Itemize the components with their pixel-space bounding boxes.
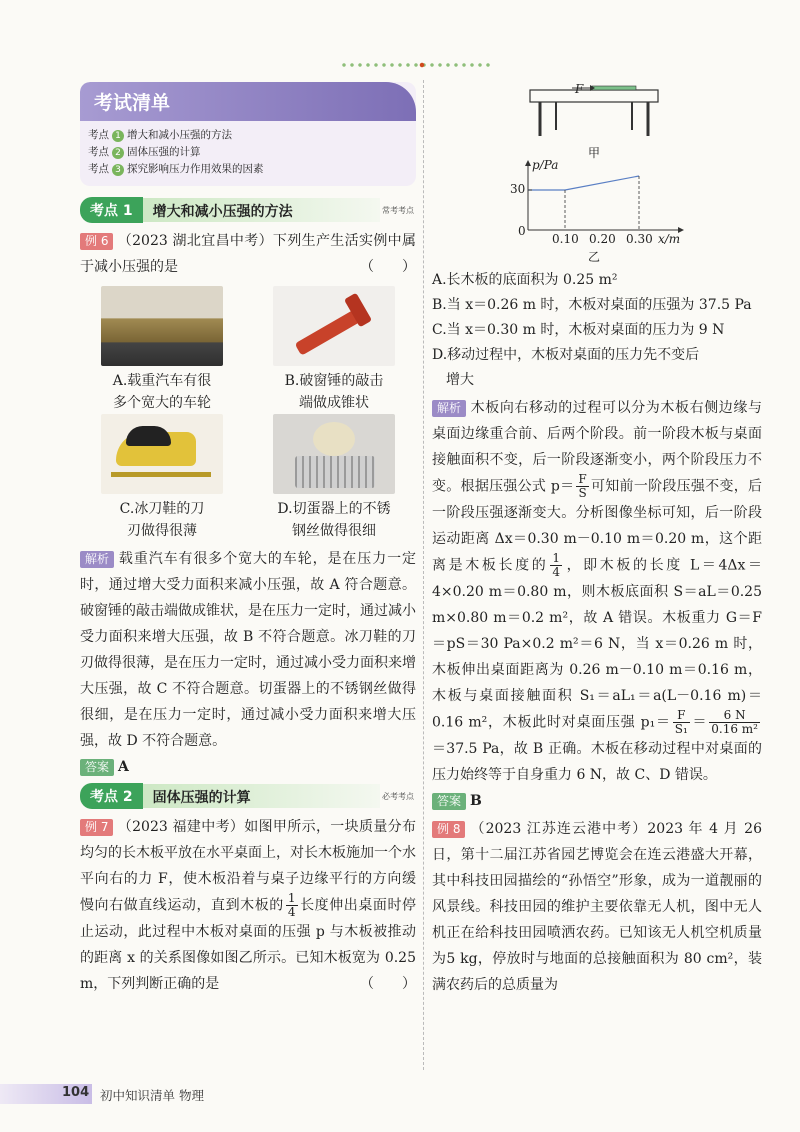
graph-x-label: x/m (658, 232, 681, 246)
figure-b-label: 乙 (588, 250, 601, 264)
left-column (80, 82, 416, 997)
graph-y-label: p/Pa (532, 158, 559, 172)
number-badge: 2 (112, 147, 124, 159)
kp1-note: 常考考点 (382, 205, 414, 215)
fraction-6n-over-area: $\frac{6 N}{\text{0.16 m²}}$ (711, 708, 758, 736)
option-a: A.载重汽车有很 多个宽大的车轮 (80, 286, 244, 414)
table-drawing (530, 85, 658, 136)
question-8: 例 8 （2023 江苏连云港中考）2023 年 4 月 26 日，第十二届江苏省园艺博览会在连云港盛大开幕，其中科技田园描绘的“孙悟空”形象，成为一道靓丽的风景线。科技田园的维护主要依靠无人机，图中无人机正在给科技田园喷洒农药。已知该无人机空机质量为5 kg，停放时与地面的总接触面积为 80 cm²，装满农药后的总质量为 (432, 821, 762, 993)
page-number: 104 (62, 1085, 90, 1100)
number-badge: 1 (112, 130, 124, 142)
q7-option-d: D.移动过程中，木板对桌面的压力先不变后 (432, 347, 700, 363)
option-images (80, 286, 416, 542)
egg-slicer-image (273, 414, 395, 494)
fraction-f-over-s: $\frac{F}{S}$ (578, 472, 587, 500)
q7-answer: 答案 B (432, 790, 762, 812)
exam-item: 考点 2 固体压强的计算 (88, 146, 201, 158)
kp2-tag: 考点 2 (80, 783, 143, 809)
q7-option-d-cont: 增大 (446, 372, 474, 388)
example-tag: 例 8 (432, 821, 465, 838)
graph-y-tick: 30 (510, 182, 526, 196)
kp1-title: 增大和减小压强的方法 (143, 198, 380, 222)
figure-a-label: 甲 (588, 146, 601, 160)
option-b: B.破窗锤的敲击 端做成锥状 (252, 286, 416, 414)
skate-image (101, 414, 223, 494)
answer-tag: 答案 (80, 759, 114, 776)
exam-checklist (80, 82, 416, 186)
figure-table-and-graph (432, 82, 762, 268)
q7-option-c: C.当 x＝0.30 m 时，木板对桌面的压力为 9 N (432, 322, 725, 338)
column-divider (423, 80, 424, 1070)
truck-image (101, 286, 223, 366)
exam-item: 考点 3 探究影响压力作用效果的因素 (88, 163, 264, 175)
kp1-tag: 考点 1 (80, 197, 143, 223)
number-badge: 3 (112, 164, 124, 176)
graph-rising-segment (565, 176, 639, 190)
q7-option-a: A.长木板的底面积为 0.25 m² (432, 272, 618, 288)
answer-tag: 答案 (432, 793, 466, 810)
graph-origin: 0 (518, 224, 526, 238)
analysis-tag: 解析 (80, 551, 114, 568)
analysis-tag: 解析 (432, 400, 466, 417)
q7-option-b: B.当 x＝0.26 m 时，木板对桌面的压强为 37.5 Pa (432, 297, 752, 313)
force-label: F (575, 82, 584, 96)
right-column (432, 82, 762, 998)
kp2-title: 固体压强的计算 (143, 784, 380, 808)
fraction-f-over-s1: $\frac{F}{\text{S₁}}$ (674, 708, 688, 736)
fraction-one-quarter: $\frac{1}{4}$ (287, 891, 296, 919)
example-tag: 例 6 (80, 233, 113, 250)
board (592, 86, 636, 90)
fraction-one-quarter: $\frac{1}{4}$ (552, 551, 560, 579)
q6-answer: 答案 A (80, 756, 416, 778)
knowledge-point-1-header (80, 198, 416, 222)
exam-item: 考点 1 增大和减小压强的方法 (88, 129, 232, 141)
graph-x-tick: 0.30 (626, 232, 653, 246)
page-footer (0, 1080, 420, 1106)
hammer-image (273, 286, 395, 366)
option-d: D.切蛋器上的不锈 钢丝做得很细 (252, 414, 416, 542)
question-7: 例 7 （2023 福建中考）如图甲所示，一块质量分布均匀的长木板平放在水平桌面上，对长木板施加一个水平向右的力 F，使木板沿着与桌子边缘平行的方向缓慢向右做直线运动，直到木板的 $\frac{1}{4}$ 长度伸出桌面时停止运动，此过程中木板对桌面的压强 p 与木板被推动的距离 x 的关系图像如图乙所示。已知木板宽为 0.25 m，下列判断正确的是 （ ） (80, 819, 417, 992)
question-6: 例 6 （2023 湖北宜昌中考）下列生产生活实例中属于减小压强的是 （ ） (80, 233, 416, 275)
knowledge-point-2-header (80, 784, 416, 808)
option-c: C.冰刀鞋的刀 刃做得很薄 (80, 414, 244, 542)
graph-x-tick: 0.10 (552, 232, 579, 246)
exam-checklist-items (80, 121, 416, 186)
example-tag: 例 7 (80, 819, 113, 836)
book-title: 初中知识清单 物理 (100, 1088, 204, 1103)
exam-checklist-title: 考试清单 (80, 82, 416, 121)
graph-x-tick: 0.20 (589, 232, 616, 246)
q7-analysis: 解析 木板向右移动的过程可以分为木板右侧边缘与桌面边缘重合前、后两个阶段。前一阶段木板与桌面接触面积不变，后一阶段逐渐变小，两个阶段压力不变。根据压强公式 p＝ $\frac{F}{S}$ 可知前一阶段压强不变，后一阶段压强逐渐变大。分析图像坐标可知，后一阶段运动距离 Δx＝0.30 m－0.10 m＝0.20 m，这个距离是木板长度的 $\frac{1}{4}$ ，即木板的长度 L＝4Δx＝4×0.20 m＝0.80 m，则木板底面积 S＝aL＝0.25 m×0.80 m＝0.2 m²，故 A 错误。木板重力 G＝F＝pS＝30 Pa×0.2 m²＝6 N，当 x＝0.26 m 时，木板伸出桌面距离为 0.26 m－0.10 m＝0.16 m，木板与桌面接触面积 S₁＝aL₁＝a(L－0.16 m)＝0.16 m²，木板此时对桌面压强 p₁＝ $\frac{F}{\text{S₁}}$ ＝ $\frac{6 N}{\text{0.16 m²}}$ ＝37.5 Pa，故 B 正确。木板在移动过程中对桌面的压力始终等于自身重力 6 N，故 C、D 错误。 (432, 400, 762, 783)
q6-analysis: 解析 载重汽车有很多个宽大的车轮，是在压力一定时，通过增大受力面积来减小压强，故 A 符合题意。破窗锤的敲击端做成锥状，是在压力一定时，通过减小受力面积来增大压强，故 B 不符合题意。冰刀鞋的刀刃做得很薄，是在压力一定时，通过减小受力面积来增大压强，故 C 不符合题意。切蛋器上的不锈钢丝做得很细，是在压力一定时，通过减小受力面积来增大压强，故 D 不符合题意。 (80, 551, 416, 749)
kp2-note: 必考考点 (382, 791, 414, 801)
q7-options (432, 268, 762, 393)
top-decoration (340, 62, 490, 68)
